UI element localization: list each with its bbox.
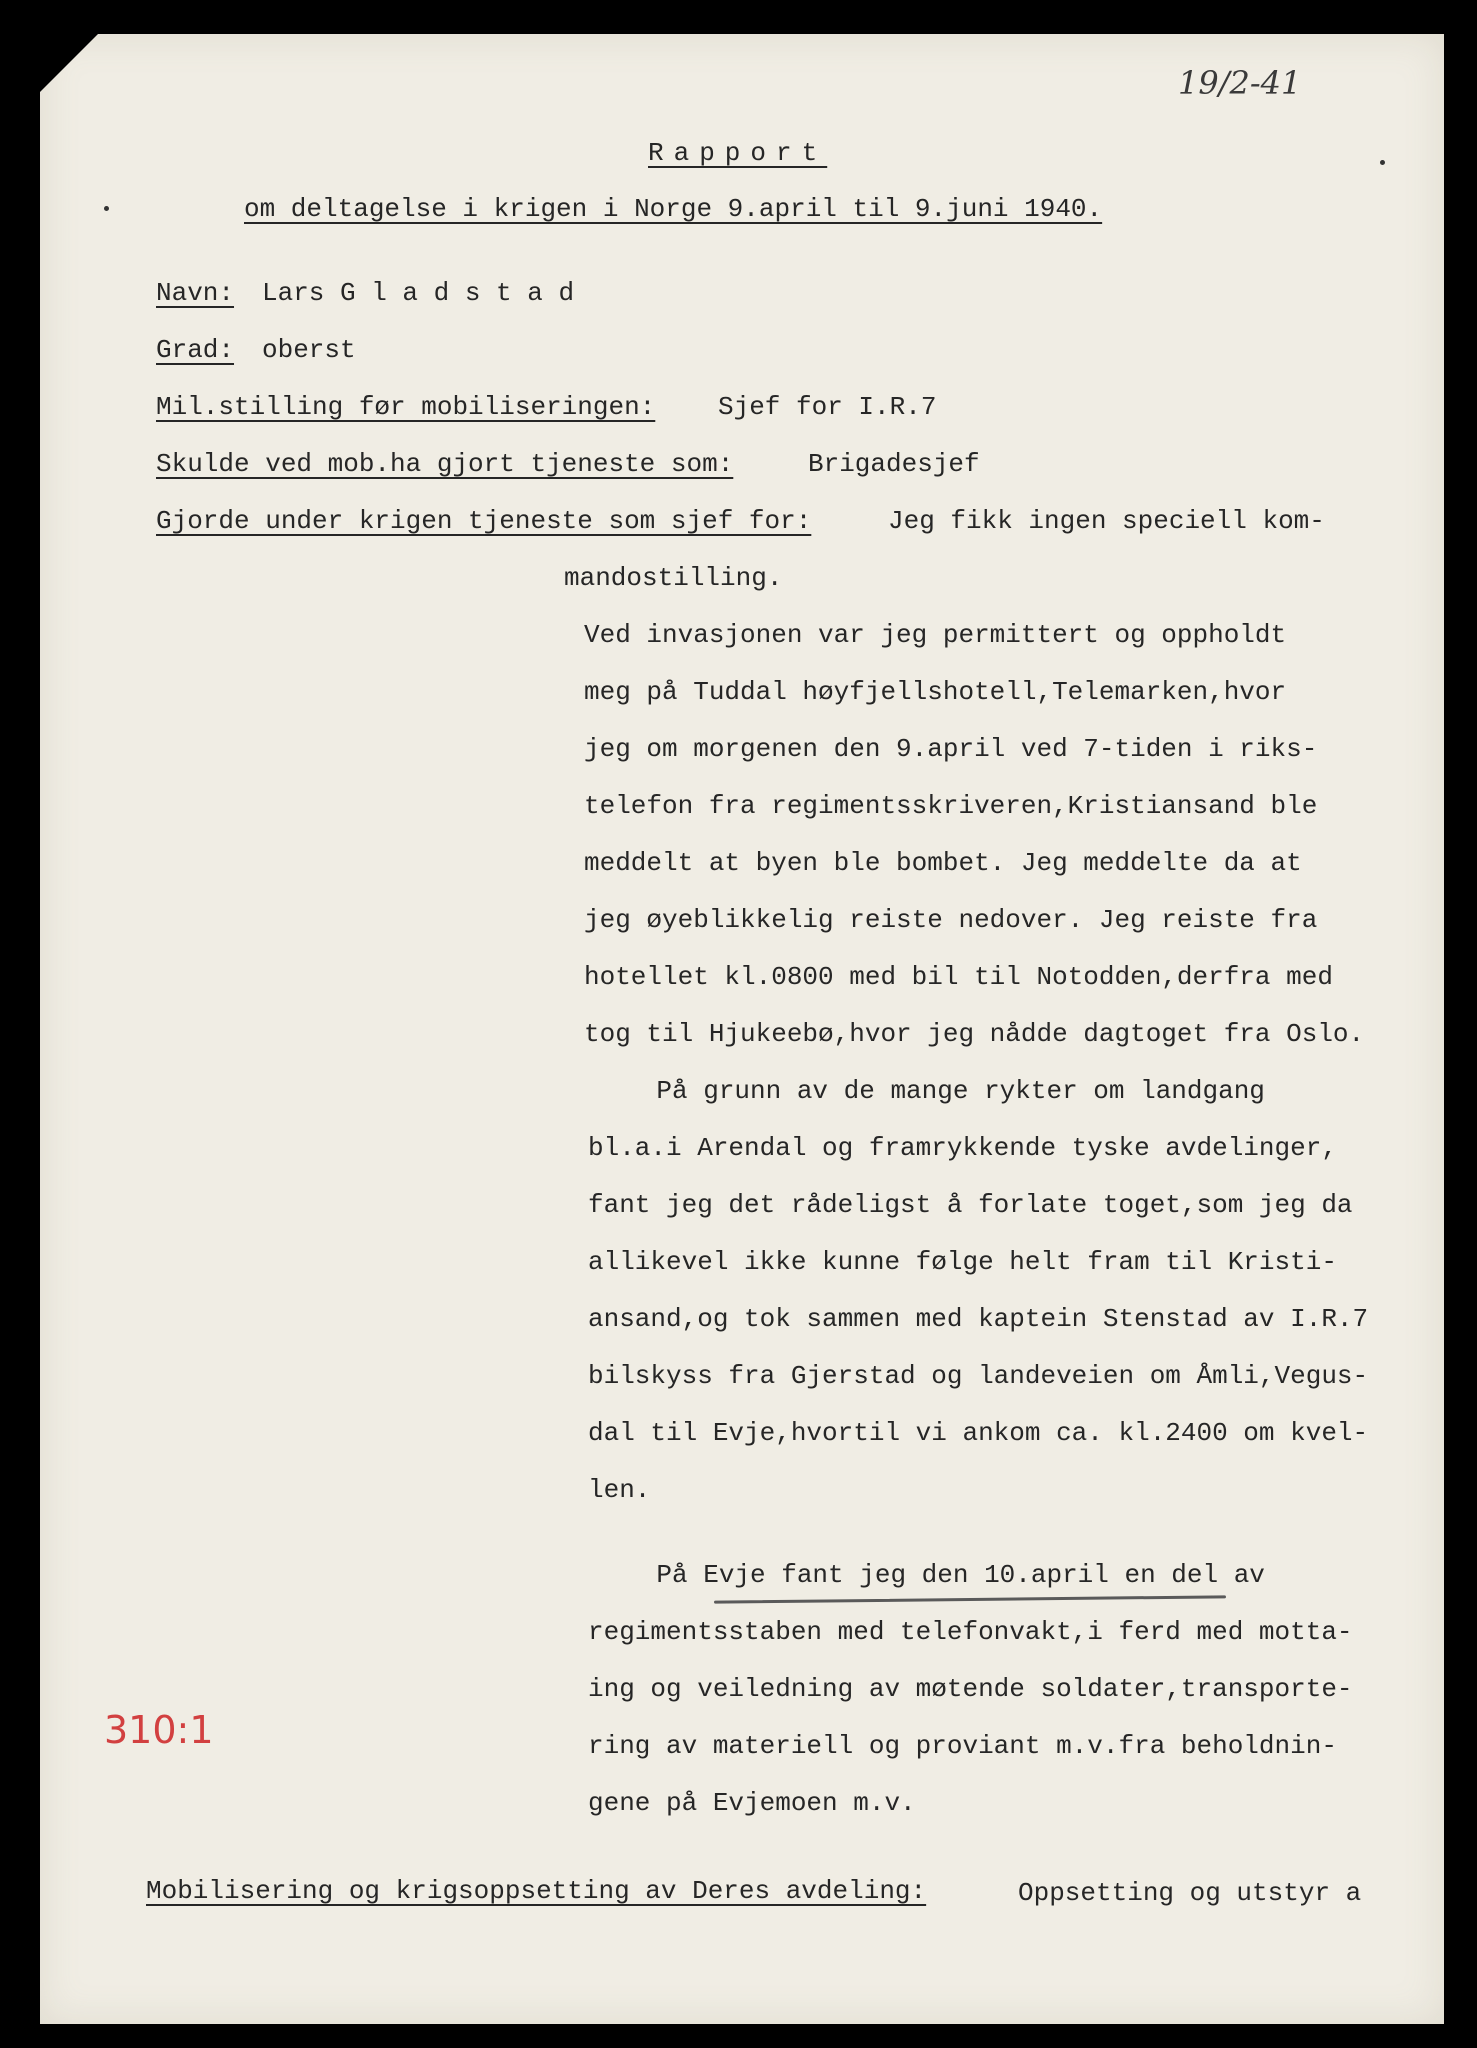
navn-label: Navn: (156, 278, 235, 308)
footer-value: Oppsetting og utstyr a (1018, 1878, 1362, 1908)
grad-label: Grad: (156, 335, 235, 365)
gjorde-label: Gjorde under krigen tjeneste som sjef for: (156, 506, 812, 536)
report-subtitle: om deltagelse i krigen i Norge 9.april til 9.juni 1940. (244, 194, 1103, 224)
handwritten-date: 19/2-41 (1178, 64, 1302, 102)
body-line: jeg om morgenen den 9.april ved 7-tiden i riks- (584, 734, 1318, 764)
body-line: telefon fra regimentsskriveren,Kristiansand ble (584, 791, 1318, 821)
body-line: allikevel ikke kunne følge helt fram til Kristi- (588, 1247, 1337, 1277)
body-line: meg på Tuddal høyfjellshotell,Telemarken,hvor (584, 677, 1287, 707)
navn-value: Lars G l a d s t a d (262, 278, 575, 308)
footer-label: Mobilisering og krigsoppsetting av Deres avdeling: (146, 1876, 927, 1906)
handwritten-archive-number: 310:1 (104, 1708, 214, 1752)
gjorde-value: Jeg fikk ingen speciell kom- (888, 506, 1325, 536)
body-line: På grunn av de mange rykter om landgang (594, 1076, 1265, 1106)
body-line: Ved invasjonen var jeg permittert og oppholdt (584, 620, 1287, 650)
body-line: mandostilling. (564, 563, 783, 593)
body-line: ring av materiell og proviant m.v.fra beholdnin- (588, 1731, 1337, 1761)
body-line: regimentsstaben med telefonvakt,i ferd med motta- (588, 1617, 1353, 1647)
skulde-value: Brigadesjef (808, 449, 980, 479)
body-line: jeg øyeblikkelig reiste nedover. Jeg reiste fra (584, 905, 1318, 935)
body-line: gene på Evjemoen m.v. (588, 1788, 916, 1818)
body-line: ing og veiledning av møtende soldater,transporte- (588, 1674, 1353, 1704)
body-line: hotellet kl.0800 med bil til Notodden,derfra med (584, 962, 1333, 992)
body-line: len. (588, 1475, 651, 1505)
mil-stilling-label: Mil.stilling før mobiliseringen: (156, 392, 656, 422)
body-line: bilskyss fra Gjerstad og landeveien om Åmli,Vegus- (588, 1361, 1369, 1391)
margin-dot (104, 206, 109, 211)
body-line: På Evje fant jeg den 10.april en del av (594, 1560, 1265, 1590)
body-line: bl.a.i Arendal og framrykkende tyske avdelinger, (588, 1133, 1337, 1163)
margin-dot (1380, 160, 1385, 165)
body-line: meddelt at byen ble bombet. Jeg meddelte da at (584, 848, 1302, 878)
body-line: fant jeg det rådeligst å forlate toget,som jeg da (588, 1190, 1353, 1220)
folded-corner (40, 34, 98, 92)
grad-value: oberst (262, 335, 356, 365)
report-title: Rapport (648, 138, 828, 168)
body-line: tog til Hjukeebø,hvor jeg nådde dagtoget fra Oslo. (584, 1019, 1365, 1049)
mil-stilling-value: Sjef for I.R.7 (718, 392, 937, 422)
body-line: ansand,og tok sammen med kaptein Stenstad av I.R.7 (588, 1304, 1369, 1334)
skulde-label: Skulde ved mob.ha gjort tjeneste som: (156, 449, 734, 479)
body-line: dal til Evje,hvortil vi ankom ca. kl.2400 om kvel- (588, 1418, 1369, 1448)
